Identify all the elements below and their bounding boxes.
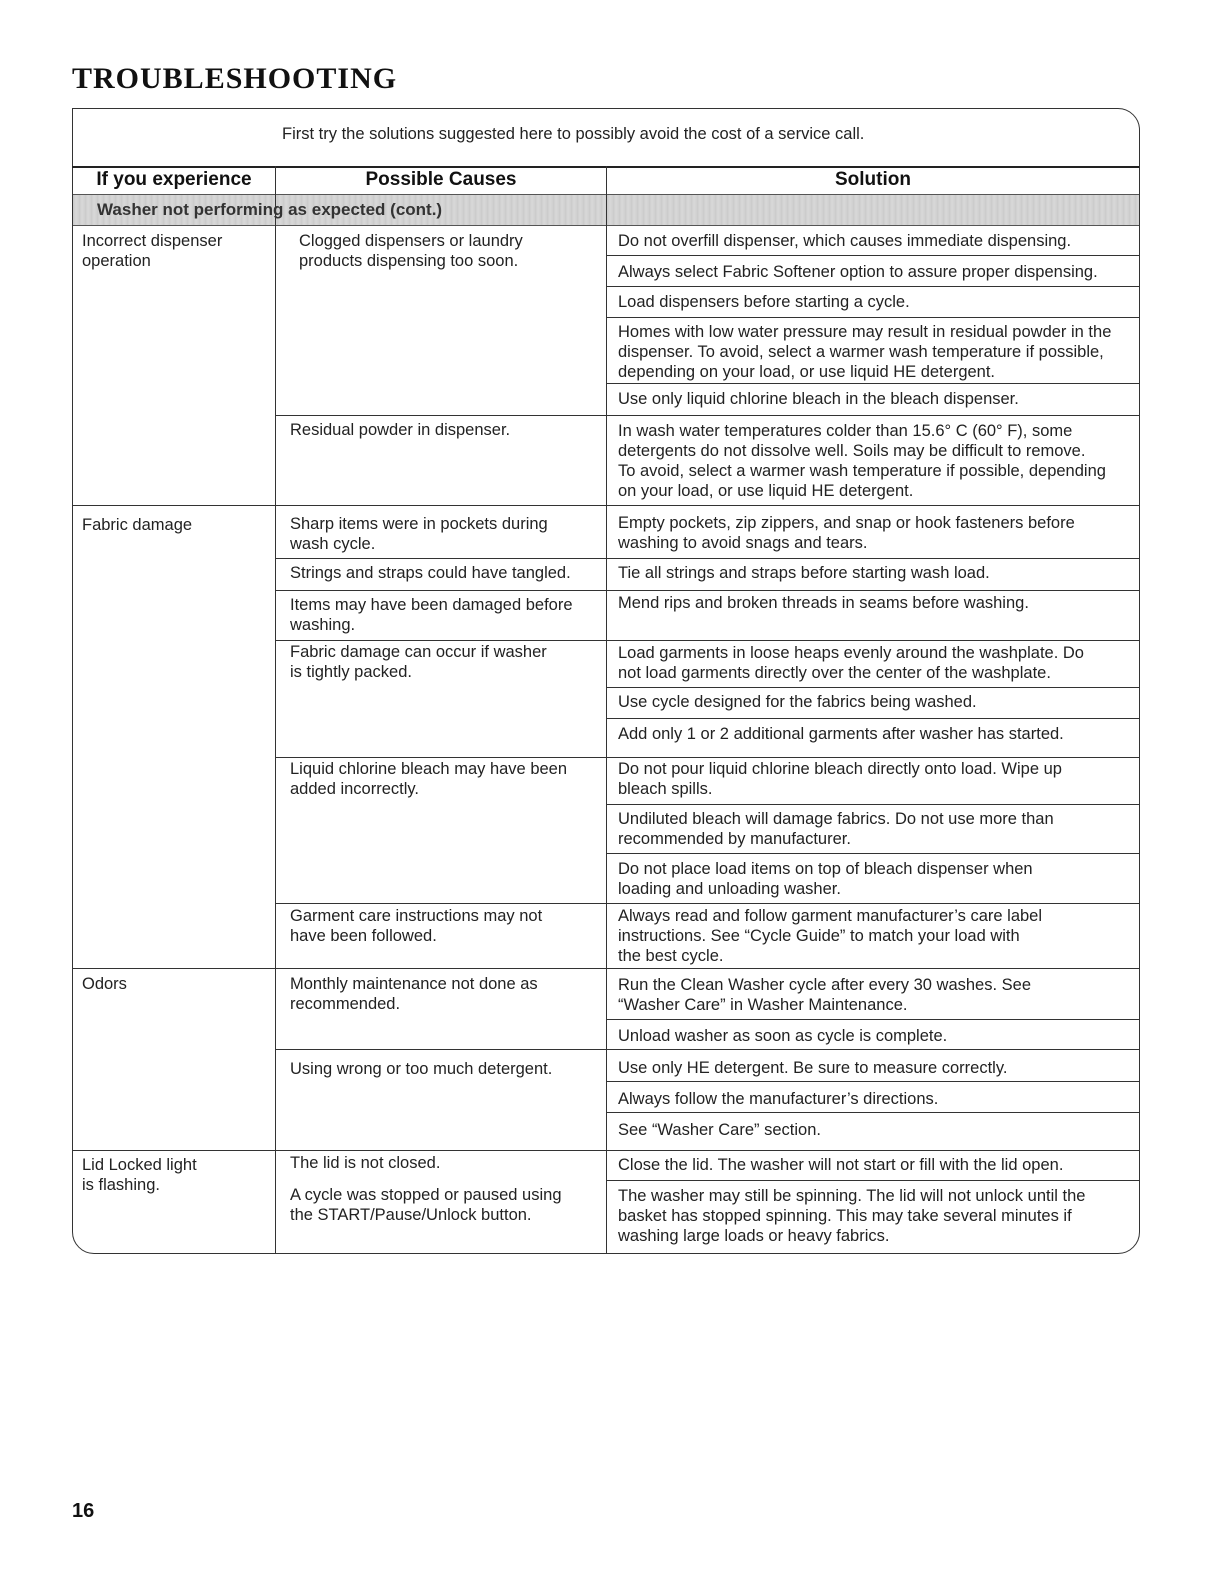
solution-cell: The washer may still be spinning. The lid will not unlock until the basket has stopped spinning. This may take several minutes if washing large loads or heavy fabrics.	[618, 1187, 1086, 1245]
cause-cell: Garment care instructions may not have been followed.	[290, 907, 543, 945]
solution-divider	[606, 255, 1140, 256]
solution-cell: Tie all strings and straps before starting wash load.	[618, 564, 990, 582]
group-divider	[72, 1150, 1140, 1151]
page-number: 16	[72, 1500, 95, 1522]
cause-cell: Items may have been damaged before washing.	[290, 596, 573, 634]
experience-cell: Incorrect dispenser operation	[82, 232, 223, 270]
solution-divider	[606, 1180, 1140, 1181]
group-divider	[72, 505, 1140, 506]
section-title: Washer not performing as expected (cont.)	[97, 200, 443, 219]
solution-cell: Do not overfill dispenser, which causes immediate dispensing.	[618, 232, 1072, 250]
solution-cell: In wash water temperatures colder than 15.6° C (60° F), some detergents do not dissolve well. Soils may be difficult to remove. To avoid, select a warmer wash temperature if possible, depending on your load, or use liquid HE detergent.	[618, 422, 1106, 500]
experience-cell: Fabric damage	[82, 516, 193, 534]
solution-cell: Empty pockets, zip zippers, and snap or hook fasteners before washing to avoid snags and tears.	[618, 514, 1075, 552]
cause-cell: A cycle was stopped or paused using the START/Pause/Unlock button.	[290, 1186, 562, 1224]
cause-cell: Clogged dispensers or laundry products dispensing too soon.	[299, 232, 523, 270]
solution-divider	[606, 853, 1140, 854]
group-divider	[72, 968, 1140, 969]
solution-cell: Use cycle designed for the fabrics being washed.	[618, 693, 977, 711]
solution-divider	[606, 1019, 1140, 1020]
cause-cell: Using wrong or too much detergent.	[290, 1060, 553, 1078]
solution-cell: Unload washer as soon as cycle is complete.	[618, 1027, 948, 1045]
solution-cell: Undiluted bleach will damage fabrics. Do not use more than recommended by manufacturer.	[618, 810, 1054, 848]
header-causes: Possible Causes	[365, 169, 517, 190]
row-edge	[1139, 226, 1140, 1226]
solution-cell: Close the lid. The washer will not start or fill with the lid open.	[618, 1156, 1064, 1174]
header-solution: Solution	[835, 169, 911, 190]
solution-cell: Always read and follow garment manufacturer’s care label instructions. See “Cycle Guide” to match your load with the best cycle.	[618, 907, 1043, 965]
solution-cell: Add only 1 or 2 additional garments after washer has started.	[618, 725, 1064, 743]
solution-cell: Use only HE detergent. Be sure to measure correctly.	[618, 1059, 1008, 1077]
cause-cell: Liquid chlorine bleach may have been added incorrectly.	[290, 760, 568, 798]
solution-cell: Always select Fabric Softener option to assure proper dispensing.	[618, 263, 1098, 281]
solution-divider	[606, 383, 1140, 384]
solution-divider	[606, 687, 1140, 688]
cause-divider	[275, 903, 1140, 904]
cause-cell: Residual powder in dispenser.	[290, 421, 511, 439]
cause-divider	[275, 757, 1140, 758]
cause-cell: Monthly maintenance not done as recommended.	[290, 975, 538, 1013]
solution-divider	[606, 317, 1140, 318]
solution-cell: Load dispensers before starting a cycle.	[618, 293, 910, 311]
solution-divider	[606, 286, 1140, 287]
intro-text: First try the solutions suggested here to possibly avoid the cost of a service call.	[282, 125, 865, 143]
solution-cell: Always follow the manufacturer’s directions.	[618, 1090, 939, 1108]
solution-cell: Do not pour liquid chlorine bleach directly onto load. Wipe up bleach spills.	[618, 760, 1062, 798]
cause-divider	[275, 558, 1140, 559]
solution-divider	[606, 1081, 1140, 1082]
cause-cell: The lid is not closed.	[290, 1154, 441, 1172]
cause-cell: Strings and straps could have tangled.	[290, 564, 571, 582]
column-divider	[606, 166, 607, 1254]
solution-divider	[606, 804, 1140, 805]
solution-cell: Load garments in loose heaps evenly around the washplate. Do not load garments directly over the center of the washplate.	[618, 644, 1084, 682]
experience-cell: Odors	[82, 975, 127, 993]
solution-cell: See “Washer Care” section.	[618, 1121, 821, 1139]
experience-cell: Lid Locked light is flashing.	[82, 1156, 197, 1194]
page-title: TROUBLESHOOTING	[72, 62, 398, 95]
cause-cell: Sharp items were in pockets during wash cycle.	[290, 515, 548, 553]
solution-divider	[606, 1112, 1140, 1113]
cause-divider	[275, 590, 1140, 591]
cause-divider	[275, 640, 1140, 641]
cause-divider	[275, 1049, 1140, 1050]
solution-cell: Do not place load items on top of bleach dispenser when loading and unloading washer.	[618, 860, 1033, 898]
cause-cell: Fabric damage can occur if washer is tightly packed.	[290, 643, 547, 681]
solution-cell: Use only liquid chlorine bleach in the bleach dispenser.	[618, 390, 1019, 408]
column-divider	[275, 166, 276, 1254]
solution-divider	[606, 718, 1140, 719]
column-divider	[1139, 166, 1140, 226]
solution-cell: Homes with low water pressure may result in residual powder in the dispenser. To avoid, select a warmer wash temperature if possible, depending on your load, or use liquid HE detergent.	[618, 323, 1112, 381]
header-experience: If you experience	[96, 169, 252, 190]
cause-divider	[275, 415, 1140, 416]
solution-cell: Run the Clean Washer cycle after every 30 washes. See “Washer Care” in Washer Maintenance.	[618, 976, 1032, 1014]
solution-cell: Mend rips and broken threads in seams before washing.	[618, 594, 1029, 612]
